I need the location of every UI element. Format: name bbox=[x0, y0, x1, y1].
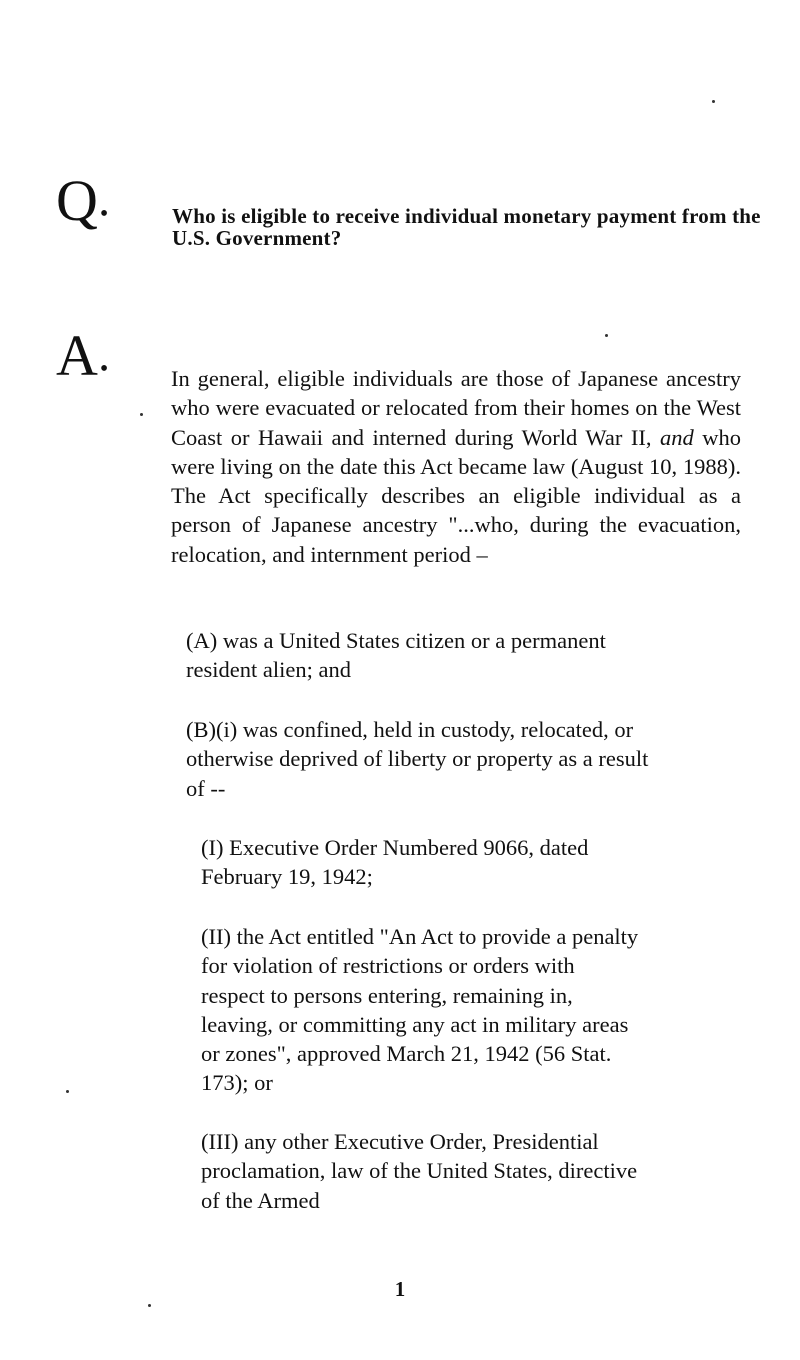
subclause-iii: (III) any other Executive Order, Presidential proclamation, law of the United States, directive of the Armed bbox=[201, 1129, 638, 1213]
question-bullet: • bbox=[99, 201, 109, 227]
subclause-i: (I) Executive Order Numbered 9066, dated February 19, 1942; bbox=[201, 835, 589, 890]
scan-speck bbox=[66, 1090, 69, 1093]
answer-bullet: • bbox=[99, 356, 109, 382]
scan-speck bbox=[605, 334, 608, 337]
question-letter: Q bbox=[56, 168, 98, 233]
question-marker bbox=[56, 168, 109, 233]
answer-intro-text: In general, eligible individuals are those of Japanese ancestry who were evacuated or relocated from their homes on the West Coast or Hawaii and interned during World War II, bbox=[171, 366, 741, 450]
question-text: Who is eligible to receive individual monetary payment from the U.S. Government? bbox=[172, 204, 761, 250]
scan-speck bbox=[712, 100, 715, 103]
answer-intro-paragraph bbox=[171, 364, 741, 569]
scan-speck bbox=[148, 1304, 151, 1307]
answer-intro-emphasis: and bbox=[659, 424, 694, 450]
clause-a: (A) was a United States citizen or a permanent resident alien; and bbox=[186, 628, 606, 683]
subclause-ii: (II) the Act entitled "An Act to provide a penalty for violation of restrictions or orders with respect to persons entering, remaining in, leaving, or committing any act in military areas or zones", approved March 21, 1942 (56 Stat. 173); or bbox=[201, 924, 639, 1096]
scan-speck bbox=[140, 413, 143, 416]
clause-b-i: (B)(i) was confined, held in custody, relocated, or otherwise deprived of liberty or property as a result of -- bbox=[186, 717, 649, 801]
answer-marker bbox=[56, 323, 109, 388]
answer-intro-continuation: who were living on the date this Act became law (August 10, 1988). The Act specifically describes an eligible individual as a person of Japanese ancestry "...who, during the evacuation, relocation, and internment period – bbox=[171, 424, 742, 567]
answer-letter: A bbox=[56, 323, 98, 388]
page-number: 1 bbox=[394, 1277, 406, 1301]
